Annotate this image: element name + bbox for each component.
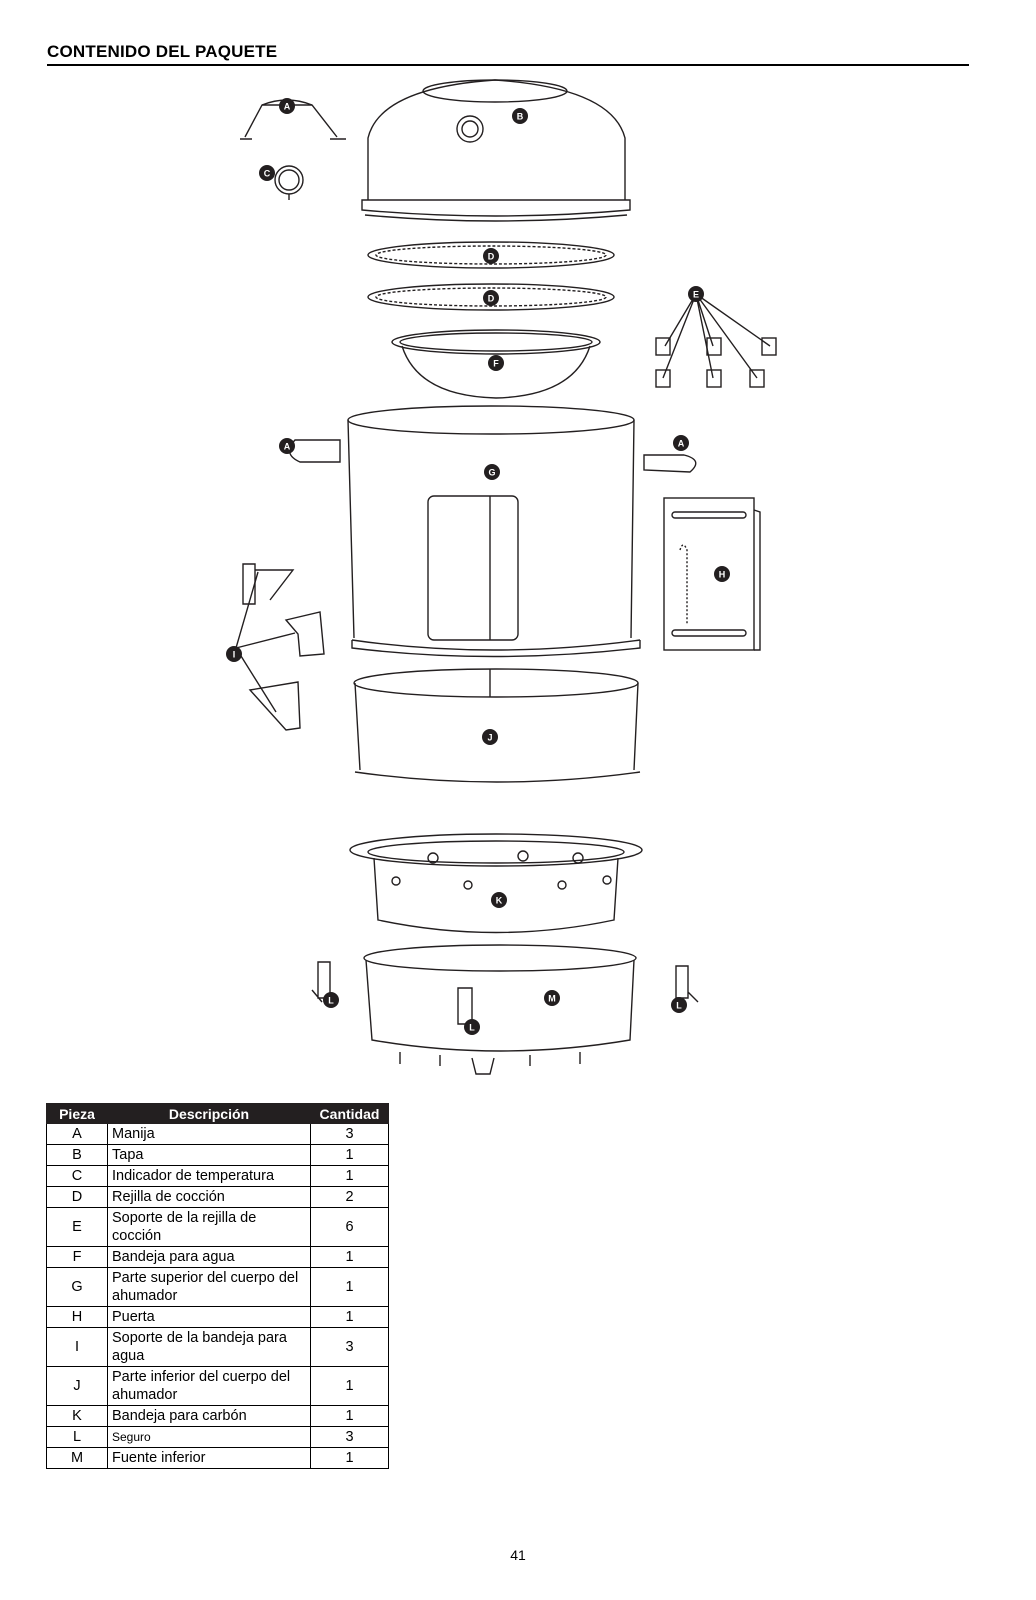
callout-I <box>226 646 242 662</box>
cell-cantidad: 6 <box>311 1208 389 1247</box>
callout-L-center <box>464 1019 480 1035</box>
cell-descripcion: Manija <box>108 1124 311 1145</box>
table-row <box>47 1448 389 1469</box>
cell-cantidad: 2 <box>311 1187 389 1208</box>
cell-cantidad: 1 <box>311 1247 389 1268</box>
cell-cantidad: 3 <box>311 1328 389 1367</box>
bottom-bowl-part <box>364 945 636 1074</box>
callout-label: D <box>487 251 495 262</box>
callout-label: K <box>495 895 503 906</box>
table-row <box>47 1328 389 1367</box>
table-row <box>47 1406 389 1427</box>
column-header-cantidad: Cantidad <box>311 1104 389 1124</box>
charcoal-pan-part <box>350 834 642 933</box>
callout-label: L <box>676 1000 682 1011</box>
cell-pieza: L <box>47 1427 108 1448</box>
callout-label: C <box>263 168 271 179</box>
cell-pieza: K <box>47 1406 108 1427</box>
table-row <box>47 1124 389 1145</box>
cell-descripcion: Soporte de la rejilla de cocción <box>108 1208 311 1247</box>
callout-L-right <box>671 997 687 1013</box>
cell-pieza: E <box>47 1208 108 1247</box>
cell-descripcion: Seguro <box>108 1427 311 1448</box>
callout-F <box>488 355 504 371</box>
callout-label: A <box>677 438 685 449</box>
cell-pieza: B <box>47 1145 108 1166</box>
cell-cantidad: 3 <box>311 1124 389 1145</box>
callout-K <box>491 892 507 908</box>
table-row <box>47 1367 389 1406</box>
callout-H <box>714 566 730 582</box>
cell-pieza: C <box>47 1166 108 1187</box>
cell-pieza: H <box>47 1307 108 1328</box>
callout-J <box>482 729 498 745</box>
table-row <box>47 1307 389 1328</box>
cell-descripcion: Soporte de la bandeja para agua <box>108 1328 311 1367</box>
cell-cantidad: 1 <box>311 1406 389 1427</box>
callout-D-upper <box>483 248 499 264</box>
cell-pieza: A <box>47 1124 108 1145</box>
callout-badges <box>226 98 730 1035</box>
callout-A-right <box>673 435 689 451</box>
cell-descripcion: Puerta <box>108 1307 311 1328</box>
lid-part <box>362 80 630 221</box>
callout-G <box>484 464 500 480</box>
table-row <box>47 1268 389 1307</box>
callout-C <box>259 165 275 181</box>
callout-label: A <box>283 101 291 112</box>
callout-label: F <box>493 358 499 369</box>
cell-pieza: D <box>47 1187 108 1208</box>
cell-descripcion: Fuente inferior <box>108 1448 311 1469</box>
callout-label: H <box>718 569 726 580</box>
table-row <box>47 1247 389 1268</box>
table-row <box>47 1427 389 1448</box>
cell-cantidad: 1 <box>311 1145 389 1166</box>
column-header-pieza: Pieza <box>47 1104 108 1124</box>
cell-cantidad: 1 <box>311 1448 389 1469</box>
door-part <box>664 498 760 650</box>
cell-cantidad: 1 <box>311 1367 389 1406</box>
cell-pieza: F <box>47 1247 108 1268</box>
cell-pieza: M <box>47 1448 108 1469</box>
cell-descripcion: Tapa <box>108 1145 311 1166</box>
column-header-descripcion: Descripción <box>108 1104 311 1124</box>
lower-body-part <box>354 669 640 782</box>
cell-descripcion: Bandeja para carbón <box>108 1406 311 1427</box>
latch-part-right <box>676 966 698 1002</box>
callout-label: G <box>488 467 496 478</box>
water-pan-bracket-set <box>236 564 324 730</box>
callout-A-top <box>279 98 295 114</box>
cell-cantidad: 1 <box>311 1166 389 1187</box>
cell-cantidad: 3 <box>311 1427 389 1448</box>
callout-label: E <box>692 289 700 300</box>
callout-B <box>512 108 528 124</box>
upper-body-part <box>348 406 640 657</box>
page-number: 41 <box>510 1547 526 1563</box>
cell-descripcion: Parte inferior del cuerpo del ahumador <box>108 1367 311 1406</box>
cell-descripcion: Parte superior del cuerpo del ahumador <box>108 1268 311 1307</box>
callout-label: B <box>516 111 524 122</box>
callout-label: L <box>328 995 334 1006</box>
callout-label: J <box>487 732 493 743</box>
cell-descripcion: Bandeja para agua <box>108 1247 311 1268</box>
callout-E <box>688 286 704 302</box>
handle-part-left <box>290 440 340 462</box>
cell-cantidad: 1 <box>311 1268 389 1307</box>
cell-pieza: J <box>47 1367 108 1406</box>
callout-M <box>544 990 560 1006</box>
table-header-row <box>47 1104 389 1124</box>
callout-L-left <box>323 992 339 1008</box>
cell-descripcion: Rejilla de cocción <box>108 1187 311 1208</box>
callout-D-lower <box>483 290 499 306</box>
table-row <box>47 1208 389 1247</box>
table-row <box>47 1187 389 1208</box>
callout-label: M <box>548 993 556 1004</box>
cell-pieza: I <box>47 1328 108 1367</box>
callout-A-left <box>279 438 295 454</box>
callout-label: A <box>283 441 291 452</box>
table-row <box>47 1166 389 1187</box>
handle-part-right <box>644 455 696 472</box>
callout-label: L <box>469 1022 475 1033</box>
page-title: CONTENIDO DEL PAQUETE <box>47 42 278 61</box>
cell-cantidad: 1 <box>311 1307 389 1328</box>
latch-part-center <box>458 988 472 1024</box>
callout-label: D <box>487 293 495 304</box>
grate-bracket-set <box>656 294 776 387</box>
cell-descripcion: Indicador de temperatura <box>108 1166 311 1187</box>
callout-label: I <box>232 649 236 660</box>
cell-pieza: G <box>47 1268 108 1307</box>
thermometer-part <box>275 166 303 200</box>
table-row <box>47 1145 389 1166</box>
parts-table <box>46 1103 389 1469</box>
